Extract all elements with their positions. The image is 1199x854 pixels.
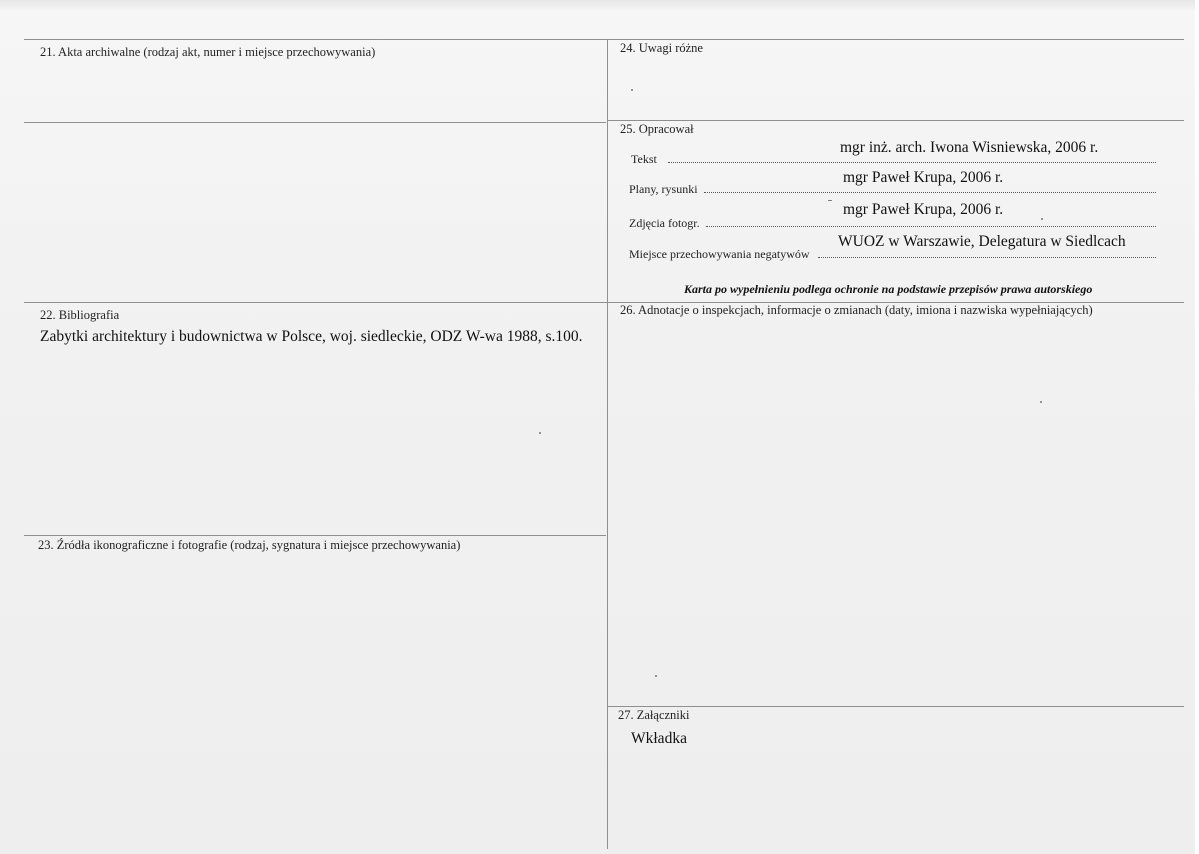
row-negatives-value: WUOZ w Warszawie, Delegatura w Siedlcach (838, 233, 1126, 250)
row-text-label: Tekst (631, 152, 657, 166)
section-23-label: 23. Źródła ikonograficzne i fotografie (rodzaj, sygnatura i miejsce przechowywania) (38, 538, 461, 552)
scan-speck (631, 89, 633, 91)
copyright-notice: Karta po wypełnieniu podlega ochronie na podstawie przepisów prawa autorskiego (684, 282, 1093, 296)
divider-26-27 (608, 706, 1184, 707)
row-plans-label: Plany, rysunki (629, 182, 698, 196)
row-negatives-dotline (818, 257, 1156, 258)
section-27-label: 27. Załączniki (618, 708, 690, 722)
scan-speck (1041, 218, 1043, 220)
scan-speck (539, 432, 541, 434)
row-plans-dotline (704, 192, 1156, 193)
scan-top-band (0, 0, 1199, 10)
section-26-label: 26. Adnotacje o inspekcjach, informacje o zmianach (daty, imiona i nazwiska wypełniających) (620, 303, 1093, 317)
divider-22-23 (24, 535, 606, 536)
row-photos-value: mgr Paweł Krupa, 2006 r. (843, 201, 1004, 218)
scan-speck (655, 675, 657, 677)
section-24-label: 24. Uwagi różne (620, 41, 703, 55)
row-photos-label: Zdjęcia fotogr. (629, 216, 700, 230)
scan-speck (1040, 401, 1042, 403)
center-vertical-line (607, 39, 608, 849)
top-border-line (24, 39, 1184, 40)
row-text-value: mgr inż. arch. Iwona Wisniewska, 2006 r. (840, 139, 1099, 156)
attachment-entry: Wkładka (631, 730, 687, 747)
section-25-label: 25. Opracował (620, 122, 694, 136)
row-negatives-label: Miejsce przechowywania negatywów (629, 247, 810, 261)
row-plans-value: mgr Paweł Krupa, 2006 r. (843, 169, 1004, 186)
section-21-label: 21. Akta archiwalne (rodzaj akt, numer i miejsce przechowywania) (40, 45, 376, 59)
row-photos-dotline (706, 226, 1156, 227)
divider-24-25 (608, 120, 1184, 121)
section-22-label: 22. Bibliografia (40, 308, 120, 322)
divider-21-left (24, 122, 606, 123)
row-text-dotline (668, 162, 1156, 163)
bibliography-entry: Zabytki architektury i budownictwa w Polsce, woj. siedleckie, ODZ W-wa 1988, s.100. (40, 328, 583, 345)
scan-right-edge (1195, 0, 1199, 854)
scan-speck (828, 200, 832, 201)
